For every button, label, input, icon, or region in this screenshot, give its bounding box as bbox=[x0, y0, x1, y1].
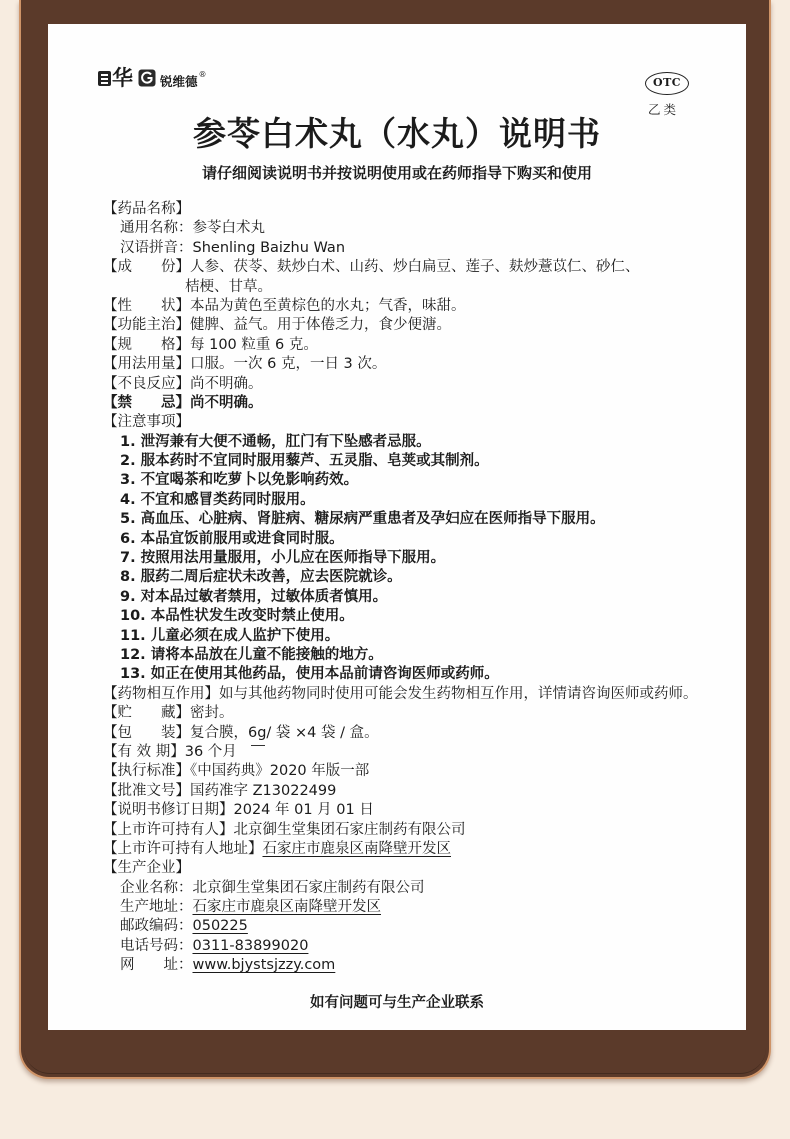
precaution-item: 11. 儿童必须在成人监护下使用。 bbox=[120, 627, 340, 644]
mah-address-row bbox=[48, 840, 746, 859]
appearance-row bbox=[48, 297, 746, 316]
precaution-item: 10. 本品性状发生改变时禁止使用。 bbox=[120, 608, 354, 625]
phone-row bbox=[48, 937, 746, 956]
document-title: 参苓白术丸（水丸）说明书 bbox=[193, 114, 601, 153]
company-name-label: 企业名称： bbox=[120, 879, 193, 896]
appearance-label: 【性 状】 bbox=[103, 297, 190, 314]
ingredients-continuation: 桔梗、甘草。 bbox=[185, 278, 272, 295]
brand-mark: 华 bbox=[112, 66, 133, 90]
precaution-item: 2. 服本药时不宜同时服用藜芦、五灵脂、皂荚或其制剂。 bbox=[120, 453, 489, 470]
ingredients-row bbox=[48, 258, 746, 277]
contraindications-value: 尚不明确。 bbox=[190, 394, 263, 411]
shelf-life-value: 36 个月 bbox=[184, 743, 237, 760]
revision-date-label: 【说明书修订日期】 bbox=[103, 802, 234, 819]
phone-value: 0311-83899020 bbox=[192, 937, 309, 954]
precaution-item: 7. 按照用法用量服用，小儿应在医师指导下服用。 bbox=[120, 550, 446, 567]
generic-name-value: 参苓白术丸 bbox=[192, 220, 265, 237]
package-label: 【包 装】 bbox=[103, 724, 190, 741]
package-row bbox=[48, 724, 746, 743]
postcode-label: 邮政编码： bbox=[120, 918, 193, 935]
dosage-value: 口服。一次 6 克，一日 3 次。 bbox=[190, 356, 387, 373]
generic-name-label: 通用名称： bbox=[120, 220, 193, 237]
storage-row bbox=[48, 704, 746, 723]
website-row bbox=[48, 956, 746, 975]
approval-row bbox=[48, 782, 746, 801]
interactions-label: 【药物相互作用】 bbox=[103, 685, 219, 702]
manufacturer-heading: 【生产企业】 bbox=[103, 860, 190, 877]
precaution-item: 12. 请将本品放在儿童不能接触的地方。 bbox=[120, 646, 383, 663]
ingredients-label: 【成 份】 bbox=[103, 259, 190, 276]
standard-value: 《中国药典》2020 年版一部 bbox=[190, 763, 370, 780]
indications-label: 【功能主治】 bbox=[103, 317, 190, 334]
website-value: www.bjystsjzzy.com bbox=[192, 957, 336, 974]
postcode-value: 050225 bbox=[192, 918, 248, 935]
mah-label: 【上市许可持有人】 bbox=[103, 821, 234, 838]
brand-box-icon bbox=[98, 71, 111, 86]
brand-logo bbox=[98, 66, 207, 90]
specification-label: 【规 格】 bbox=[103, 336, 190, 353]
appearance-value: 本品为黄色至黄棕色的水丸；气香，味甜。 bbox=[190, 297, 466, 314]
dosage-row bbox=[48, 355, 746, 374]
scan-mark bbox=[251, 745, 265, 747]
dosage-label: 【用法用量】 bbox=[103, 356, 190, 373]
indications-value: 健脾、益气。用于体倦乏力，食少便溏。 bbox=[190, 317, 451, 334]
approval-value: 国药准字 Z13022499 bbox=[190, 782, 337, 799]
generic-name-row bbox=[48, 219, 746, 238]
mah-address-value: 石家庄市鹿泉区南降壁开发区 bbox=[262, 840, 451, 857]
contraindications-row bbox=[48, 394, 746, 413]
mah-address-label: 【上市许可持有人地址】 bbox=[103, 840, 263, 857]
drug-name-heading: 【药品名称】 bbox=[103, 201, 190, 217]
production-address-row bbox=[48, 898, 746, 917]
specification-value: 每 100 粒重 6 克。 bbox=[190, 336, 318, 353]
otc-badge bbox=[645, 72, 689, 95]
ingredients-value: 人参、茯苓、麸炒白术、山药、炒白扁豆、莲子、麸炒薏苡仁、砂仁、 bbox=[190, 259, 640, 276]
otc-label: OTC bbox=[652, 76, 682, 89]
postcode-row bbox=[48, 917, 746, 936]
specification-row bbox=[48, 336, 746, 355]
pinyin-name-row bbox=[48, 239, 746, 258]
storage-value: 密封。 bbox=[190, 705, 234, 722]
interactions-row bbox=[48, 685, 746, 704]
production-address-label: 生产地址： bbox=[120, 899, 193, 916]
pinyin-value: Shenling Baizhu Wan bbox=[192, 239, 346, 256]
precaution-item: 5. 高血压、心脏病、肾脏病、糖尿病严重患者及孕妇应在医师指导下服用。 bbox=[120, 511, 605, 528]
company-name-row bbox=[48, 879, 746, 898]
precaution-item: 3. 不宜喝茶和吃萝卜以免影响药效。 bbox=[120, 472, 359, 489]
mah-value: 北京御生堂集团石家庄制药有限公司 bbox=[233, 821, 466, 838]
precaution-item: 13. 如正在使用其他药品，使用本品前请咨询医师或药师。 bbox=[120, 666, 499, 683]
production-address-value: 石家庄市鹿泉区南降壁开发区 bbox=[192, 899, 381, 916]
pinyin-label: 汉语拼音： bbox=[120, 239, 193, 256]
approval-label: 【批准文号】 bbox=[103, 782, 190, 799]
precaution-item: 6. 本品宜饭前服用或进食同时服。 bbox=[120, 530, 344, 547]
company-name-value: 北京御生堂集团石家庄制药有限公司 bbox=[192, 879, 425, 896]
contact-notice: 如有问题可与生产企业联系 bbox=[310, 995, 484, 1011]
adverse-reactions-value: 尚不明确。 bbox=[190, 375, 263, 392]
shelf-life-row bbox=[48, 743, 746, 762]
otc-category: 乙类 bbox=[648, 102, 680, 117]
shelf-life-label: 【有 效 期】 bbox=[103, 743, 185, 760]
instruction-body bbox=[48, 200, 746, 976]
standard-label: 【执行标准】 bbox=[103, 763, 190, 780]
indications-row bbox=[48, 316, 746, 335]
adverse-reactions-row bbox=[48, 375, 746, 394]
storage-label: 【贮 藏】 bbox=[103, 705, 190, 722]
brand-name: 锐维德 bbox=[160, 74, 198, 89]
precaution-item: 4. 不宜和感冒类药同时服用。 bbox=[120, 491, 315, 508]
revision-date-row bbox=[48, 801, 746, 820]
standard-row bbox=[48, 762, 746, 781]
precautions-heading: 【注意事项】 bbox=[103, 414, 190, 431]
contraindications-label: 【禁 忌】 bbox=[103, 394, 190, 411]
revision-date-value: 2024 年 01 月 01 日 bbox=[233, 802, 374, 819]
mah-row bbox=[48, 821, 746, 840]
g-logo-icon bbox=[138, 69, 156, 87]
package-value: 复合膜，6g/ 袋 ×4 袋 / 盒。 bbox=[190, 724, 379, 741]
phone-label: 电话号码： bbox=[120, 937, 193, 954]
precaution-item: 8. 服药二周后症状未改善，应去医院就诊。 bbox=[120, 569, 402, 586]
registered-mark: ® bbox=[198, 70, 207, 79]
interactions-value: 如与其他药物同时使用可能会发生药物相互作用，详情请咨询医师或药师。 bbox=[219, 685, 698, 702]
reading-notice: 请仔细阅读说明书并按说明使用或在药师指导下购买和使用 bbox=[201, 164, 592, 182]
precaution-item: 1. 泄泻兼有大便不通畅，肛门有下坠感者忌服。 bbox=[120, 433, 431, 450]
instruction-sheet bbox=[48, 24, 746, 1030]
precaution-item: 9. 对本品过敏者禁用，过敏体质者慎用。 bbox=[120, 588, 388, 605]
adverse-reactions-label: 【不良反应】 bbox=[103, 375, 190, 392]
website-label: 网 址： bbox=[120, 957, 193, 974]
